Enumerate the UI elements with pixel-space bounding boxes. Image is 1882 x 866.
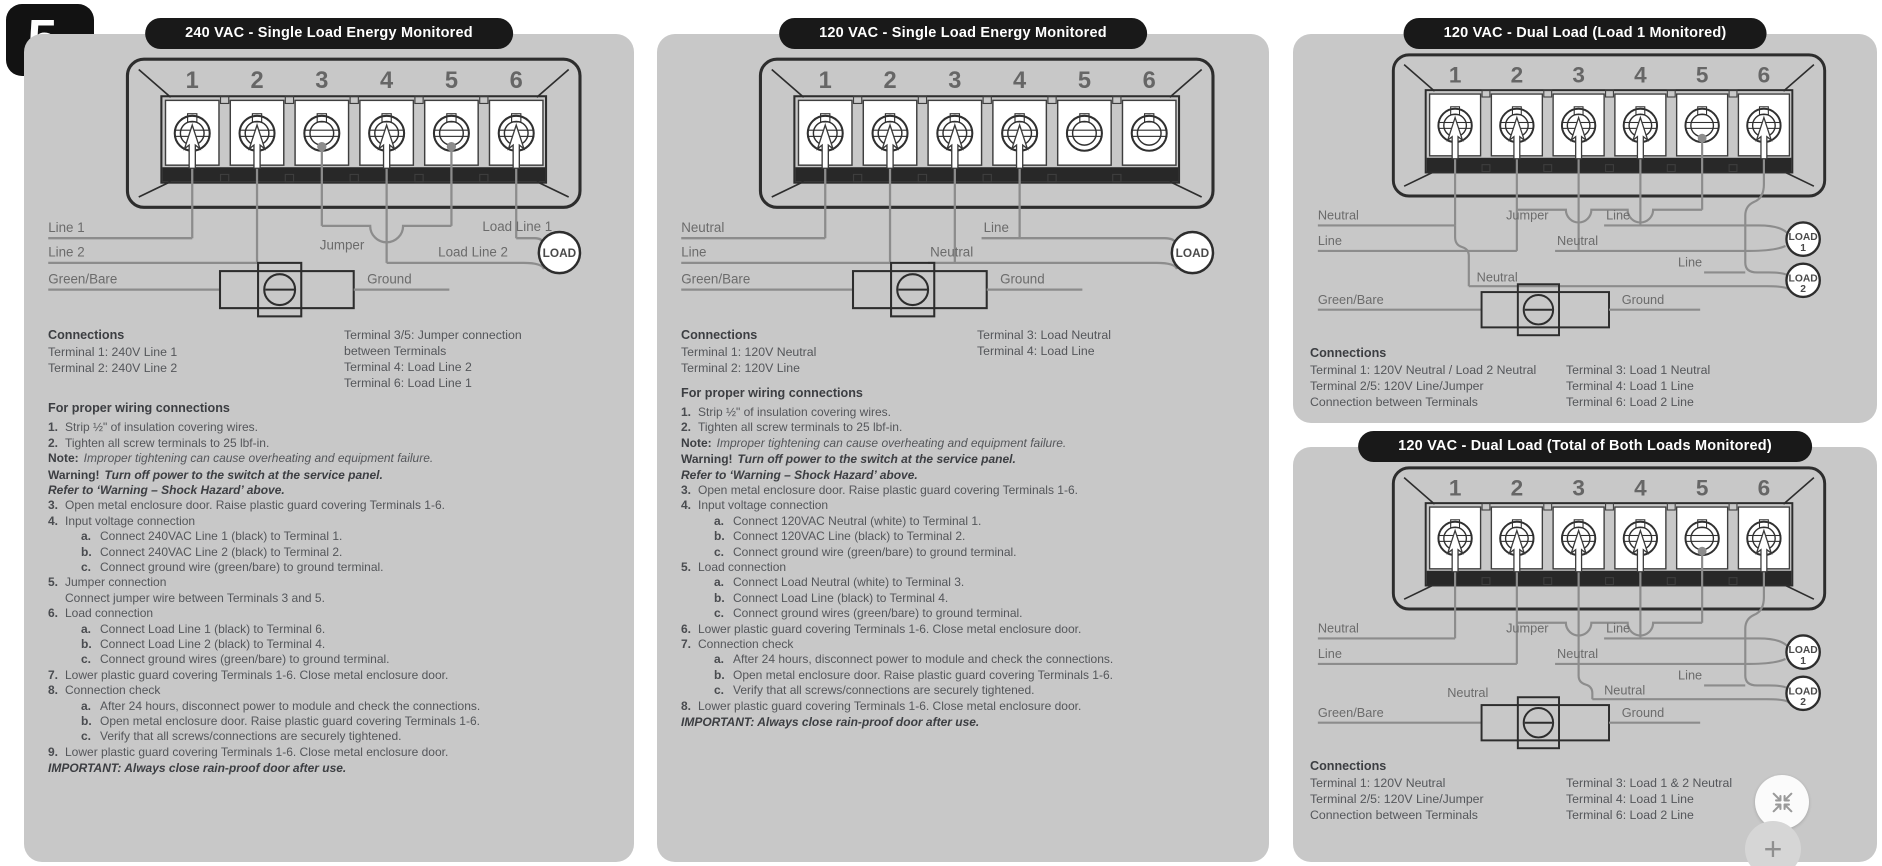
wiring-instructions [657, 385, 1269, 731]
wire-label: Line [681, 244, 707, 260]
instruction-item: 2. Tighten all screw terminals to 25 lbf-in. [48, 435, 270, 450]
wire-label: Line [1606, 207, 1631, 223]
wiring-diagram-svg [1310, 460, 1859, 756]
connection-line: Terminal 2: 240V Line 2 [48, 360, 178, 375]
panel-title: 240 VAC - Single Load Energy Monitored [145, 18, 513, 49]
wire-label: Line [1678, 254, 1703, 270]
plus-icon: + [1763, 831, 1783, 866]
instruction-item: 5. Jumper connection [48, 575, 167, 590]
terminal-number: 2 [1510, 62, 1524, 88]
instruction-item: 7. Connection check [681, 637, 794, 652]
instruction-item: Refer to ‘Warning – Shock Hazard’ above. [48, 482, 285, 497]
connection-line: Terminal 3/5: Jumper connection between Terminals [344, 327, 522, 358]
wiring-diagram-svg [673, 51, 1249, 323]
wire [387, 263, 544, 269]
wiring-diagram [1310, 47, 1859, 343]
wire-label: Neutral [1476, 269, 1518, 285]
connection-line: Terminal 2: 120V Line [681, 360, 800, 375]
wire-label: Line [1317, 233, 1342, 249]
instruction-item: c. Connect ground wire (green/bare) to ground terminal. [81, 560, 384, 574]
svg-text:LOAD: LOAD [1788, 232, 1818, 244]
terminal-number: 2 [250, 68, 264, 95]
wire-label: Green/Bare [1317, 704, 1384, 720]
instructions-heading: For proper wiring connections [48, 401, 230, 416]
instruction-item: c. Connect ground wires (green/bare) to ground terminal. [81, 652, 390, 667]
wire-label: Line 2 [48, 244, 85, 260]
wire-label: Load Line 1 [482, 218, 553, 234]
wire-label: Neutral [681, 220, 725, 236]
wire-label: Jumper [1506, 207, 1549, 223]
instruction-item: IMPORTANT: Always close rain-proof door after use. [48, 761, 347, 776]
wire [1579, 664, 1593, 699]
wire [928, 263, 1177, 269]
instruction-item: b. Open metal enclosure door. Raise plastic guard covering Terminals 1-6. [714, 667, 1113, 682]
wire-label: Jumper [319, 237, 365, 253]
instruction-item: b. Connect Load Line 2 (black) to Terminal 4. [81, 637, 326, 652]
ground-lug [1482, 284, 1609, 335]
terminal-number: 3 [948, 68, 962, 95]
instruction-item: b. Connect 240VAC Line 2 (black) to Terminal 2. [81, 544, 343, 559]
instruction-item: 5. Load connection [681, 560, 787, 574]
ground-lug [853, 263, 987, 316]
terminal-number: 3 [1572, 475, 1585, 501]
terminal-number: 6 [1142, 68, 1156, 95]
terminal-number: 4 [380, 68, 394, 95]
wire-label: Line [1317, 646, 1342, 662]
instruction-item: c. Verify that all screws/connections are securely tightened. [714, 683, 1035, 698]
connections-left-column [48, 327, 344, 392]
wire-dot [1698, 547, 1707, 556]
load-circle [1786, 222, 1819, 255]
wire-label: Neutral [1557, 646, 1599, 662]
wiring-diagram-svg [40, 51, 616, 323]
wire-label: Jumper [1506, 620, 1549, 636]
connection-line: Terminal 4: Load 1 Line [1566, 379, 1694, 394]
load-circle [1786, 677, 1819, 710]
svg-text:2: 2 [1800, 697, 1806, 709]
svg-text:LOAD: LOAD [542, 246, 577, 261]
wiring-diagram [673, 51, 1249, 323]
terminal-number: 1 [1448, 62, 1462, 88]
panel-120vac-dual-load-1-monitored [1293, 25, 1877, 423]
connections-right-column [1566, 345, 1796, 411]
terminal-number: 4 [1013, 68, 1027, 95]
wire-label: Green/Bare [1317, 291, 1384, 307]
instruction-item: b. Connect Load Line (black) to Terminal 4. [714, 590, 949, 605]
wire-label: Neutral [1317, 620, 1359, 636]
instruction-item: 7. Lower plastic guard covering Terminals 1-6. Close metal enclosure door. [48, 667, 449, 682]
load-circle [1786, 635, 1819, 668]
terminal-number: 6 [509, 68, 523, 95]
instruction-item: a. After 24 hours, disconnect power to module and check the connections. [714, 652, 1114, 667]
wire-label: Ground [1621, 291, 1665, 307]
terminal-number: 3 [1572, 62, 1585, 88]
svg-text:2: 2 [1800, 284, 1806, 296]
terminal-number: 4 [1634, 62, 1647, 88]
terminal-cell [1058, 100, 1111, 165]
instruction-item: 8. Lower plastic guard covering Terminals 1-6. Close metal enclosure door. [681, 698, 1082, 713]
instruction-item: IMPORTANT: Always close rain-proof door after use. [681, 715, 980, 730]
wiring-diagram-svg [1310, 47, 1859, 343]
wire-label: Ground [367, 271, 412, 287]
instruction-item: Note: Improper tightening can cause overheating and equipment failure. [48, 451, 434, 466]
terminal-number: 2 [883, 68, 897, 95]
connection-line: Terminal 6: Load 2 Line [1566, 808, 1694, 823]
instruction-item: a. After 24 hours, disconnect power to module and check the connections. [81, 698, 481, 713]
connections-summary [657, 327, 1269, 376]
wire-label: Line [1606, 620, 1631, 636]
connections-left-column [1310, 345, 1566, 411]
svg-text:1: 1 [1800, 655, 1806, 667]
wire [982, 238, 1176, 244]
wire-label: Neutral [1317, 207, 1359, 223]
load-circle [1786, 264, 1819, 297]
connections-heading: Connections [1310, 759, 1387, 774]
connection-line: Connection between Terminals [1310, 808, 1478, 823]
wire [516, 238, 543, 244]
wire [1592, 699, 1788, 702]
instruction-item: a. Connect 240VAC Line 1 (black) to Terminal 1. [81, 529, 343, 544]
terminal-number: 5 [444, 68, 459, 95]
terminal-number: 5 [1077, 68, 1092, 95]
wire-label: Neutral [930, 244, 974, 260]
connection-line: Terminal 1: 120V Neutral / Load 2 Neutral [1310, 363, 1537, 378]
instruction-item: 6. Lower plastic guard covering Terminals 1-6. Close metal enclosure door. [681, 621, 1082, 636]
panel-240vac-single-load [24, 25, 634, 862]
wire-dot [317, 142, 326, 151]
terminal-number: 5 [1695, 62, 1709, 88]
connections-heading: Connections [681, 327, 758, 342]
wiring-instructions [24, 400, 634, 776]
wire-label: Line [1678, 667, 1703, 683]
connections-summary [1293, 345, 1877, 411]
wire-label: Ground [1621, 704, 1665, 720]
connection-line: Terminal 6: Load Line 1 [344, 376, 472, 391]
connections-left-column [1310, 758, 1566, 824]
instruction-item: c. Verify that all screws/connections are securely tightened. [81, 729, 402, 744]
wire-label: Neutral [1447, 685, 1489, 701]
instruction-item: b. Connect 120VAC Line (black) to Terminal 2. [714, 529, 966, 544]
instruction-item: 1. Strip ½" of insulation covering wires. [681, 404, 892, 419]
panel-title: 120 VAC - Single Load Energy Monitored [779, 18, 1147, 49]
connections-right-column [977, 327, 1182, 376]
instruction-item: 2. Tighten all screw terminals to 25 lbf-in. [681, 420, 903, 435]
connection-line: Terminal 1: 120V Neutral [1310, 776, 1446, 791]
wire-dot [447, 142, 456, 151]
instruction-item: Connect jumper wire between Terminals 3 and 5. [65, 590, 325, 605]
connection-line: Terminal 2/5: 120V Line/Jumper [1310, 379, 1484, 394]
wire-label: Green/Bare [681, 271, 751, 287]
connection-line: Terminal 3: Load Neutral [977, 327, 1111, 342]
svg-text:LOAD: LOAD [1788, 273, 1818, 285]
instruction-item: c. Connect ground wires (green/bare) to ground terminal. [714, 606, 1023, 621]
instruction-item: 8. Connection check [48, 683, 161, 698]
svg-text:LOAD: LOAD [1175, 246, 1210, 261]
connection-line: Terminal 1: 120V Neutral [681, 344, 817, 359]
instruction-item: Refer to ‘Warning – Shock Hazard’ above. [681, 467, 918, 482]
wiring-diagram [1310, 460, 1859, 756]
instruction-item: Warning! Turn off power to the switch at the service panel. [48, 467, 383, 482]
wire-label: Line [983, 220, 1009, 236]
terminal-cell [1122, 100, 1175, 165]
instruction-item: Warning! Turn off power to the switch at the service panel. [681, 452, 1016, 467]
connection-line: Terminal 4: Load 1 Line [1566, 792, 1694, 807]
instruction-item: Note: Improper tightening can cause overheating and equipment failure. [681, 435, 1067, 450]
instruction-item: 6. Load connection [48, 606, 154, 621]
wire-label: Green/Bare [48, 271, 118, 287]
terminal-number: 1 [1448, 475, 1462, 501]
terminal-number: 4 [1634, 475, 1647, 501]
svg-text:LOAD: LOAD [1788, 645, 1818, 657]
connections-heading: Connections [1310, 346, 1387, 361]
connections-heading: Connections [48, 327, 125, 342]
connections-left-column [681, 327, 977, 376]
terminal-number: 2 [1510, 475, 1524, 501]
wire-dot [1698, 134, 1707, 143]
instruction-item: 3. Open metal enclosure door. Raise plastic guard covering Terminals 1-6. [48, 498, 445, 513]
wire [1604, 638, 1786, 645]
ground-lug [1482, 697, 1609, 748]
load-circle [539, 232, 580, 273]
wire-label: Ground [1000, 271, 1045, 287]
connection-line: Terminal 1: 240V Line 1 [48, 344, 178, 359]
wire-label: Line 1 [48, 220, 85, 236]
terminal-number: 1 [185, 68, 199, 95]
instruction-item: b. Open metal enclosure door. Raise plastic guard covering Terminals 1-6. [81, 714, 480, 729]
svg-text:1: 1 [1800, 242, 1806, 254]
connection-line: Terminal 4: Load Line 2 [344, 359, 472, 374]
connection-line: Terminal 3: Load 1 & 2 Neutral [1566, 776, 1733, 791]
terminal-number: 6 [1757, 62, 1771, 88]
instruction-item: 4. Input voltage connection [48, 513, 196, 528]
connection-line: Connection between Terminals [1310, 395, 1478, 410]
terminal-number: 6 [1757, 475, 1771, 501]
wire-label: Neutral [1604, 682, 1646, 698]
instruction-item: 4. Input voltage connection [681, 498, 829, 513]
terminal-number: 5 [1695, 475, 1709, 501]
terminal-number: 3 [315, 68, 329, 95]
connection-line: Terminal 3: Load 1 Neutral [1566, 363, 1711, 378]
panel-120vac-single-load [657, 25, 1269, 862]
wire [1455, 225, 1469, 286]
instruction-item: c. Connect ground wire (green/bare) to ground terminal. [714, 544, 1017, 559]
connection-line: Terminal 4: Load Line [977, 343, 1095, 358]
wiring-diagram [40, 51, 616, 323]
wire [1469, 286, 1789, 289]
wire-label: Neutral [1557, 233, 1599, 249]
instructions-heading: For proper wiring connections [681, 385, 863, 400]
panel-title: 120 VAC - Dual Load (Total of Both Loads Monitored) [1358, 431, 1812, 462]
fit-view-icon [1769, 789, 1796, 816]
instruction-item: 3. Open metal enclosure door. Raise plastic guard covering Terminals 1-6. [681, 482, 1078, 497]
load-circle [1172, 232, 1213, 273]
connection-line: Terminal 6: Load 2 Line [1566, 395, 1694, 410]
panel-title: 120 VAC - Dual Load (Load 1 Monitored) [1404, 18, 1767, 49]
instruction-item: 1. Strip ½" of insulation covering wires. [48, 420, 259, 435]
instruction-item: a. Connect Load Line 1 (black) to Terminal 6. [81, 621, 326, 636]
connections-right-column [344, 327, 549, 392]
ground-lug [220, 263, 354, 316]
instruction-item: a. Connect 120VAC Neutral (white) to Terminal 1. [714, 513, 982, 528]
terminal-number: 1 [818, 68, 832, 95]
svg-text:LOAD: LOAD [1788, 686, 1818, 698]
connection-line: Terminal 2/5: 120V Line/Jumper [1310, 792, 1484, 807]
instruction-item: a. Connect Load Neutral (white) to Terminal 3. [714, 575, 965, 590]
wire-label: Load Line 2 [438, 244, 508, 260]
instruction-item: 9. Lower plastic guard covering Terminals 1-6. Close metal enclosure door. [48, 744, 449, 759]
connections-summary [24, 327, 634, 392]
wire [1604, 225, 1786, 232]
